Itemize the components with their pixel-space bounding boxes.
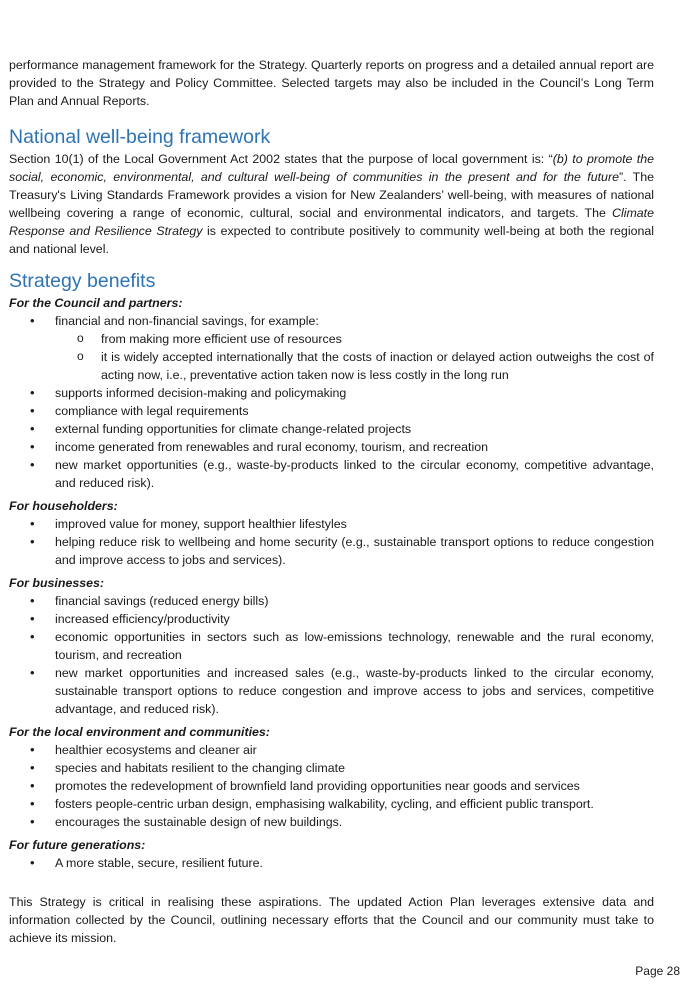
list-item: • income generated from renewables and rural economy, tourism, and recreation (9, 438, 654, 456)
list-item: • supports informed decision-making and policymaking (9, 384, 654, 402)
national-text-1: Section 10(1) of the Local Government Act 2002 states that the purpose of local government is: “ (9, 152, 553, 166)
environment-subheading: For the local environment and communities: (9, 725, 270, 739)
list-item: • external funding opportunities for climate change-related projects (9, 420, 654, 438)
act-quote: (b) to promote the social, economic, environmental, and cultural well-being of communities in the present and for the future (9, 152, 655, 184)
list-item: • A more stable, secure, resilient future. (9, 854, 654, 872)
householders-list (9, 515, 654, 569)
council-subheading: For the Council and partners: (9, 296, 183, 310)
intro-paragraph: performance management framework for the Strategy. Quarterly reports on progress and a detailed annual report are provided to the Strategy and Policy Committee. Selected targets may also be included in the Council’s Long Term Plan and Annual Reports. (9, 58, 654, 108)
list-item: • new market opportunities (e.g., waste-by-products linked to the circular economy, competitive advantage, and reduced risk). (9, 456, 654, 492)
list-item: • helping reduce risk to wellbeing and home security (e.g., sustainable transport options to reduce congestion and improve access to jobs and services). (9, 533, 654, 569)
list-item: • improved value for money, support healthier lifestyles (9, 515, 654, 533)
businesses-list (9, 592, 654, 718)
national-section (9, 125, 654, 258)
list-item: • new market opportunities and increased sales (e.g., waste-by-products linked to the circular economy, sustainable transport options to reduce congestion and improve access to jobs and services, competitive advantage, and reduced risk). (9, 664, 654, 718)
businesses-subheading: For businesses: (9, 576, 105, 590)
environment-list (9, 741, 654, 831)
future-list (9, 854, 654, 872)
list-item: • healthier ecosystems and cleaner air (9, 741, 654, 759)
list-item: • economic opportunities in sectors such as low-emissions technology, renewable and the rural economy, tourism, and recreation (9, 628, 654, 664)
list-item: • species and habitats resilient to the changing climate (9, 759, 654, 777)
national-heading: National well-being framework (9, 126, 271, 148)
list-item: • fosters people-centric urban design, emphasising walkability, cycling, and efficient public transport. (9, 795, 654, 813)
page-number: Page 28 (635, 964, 680, 978)
list-item: • increased efficiency/productivity (9, 610, 654, 628)
document-page (9, 56, 654, 947)
list-item: • promotes the redevelopment of brownfield land providing opportunities near goods and services (9, 777, 654, 795)
council-sublist (55, 330, 654, 384)
future-subheading: For future generations: (9, 838, 146, 852)
list-item: o it is widely accepted internationally that the costs of inaction or delayed action outweighs the cost of acting now, i.e., preventative action taken now is less costly in the long run (55, 348, 654, 384)
national-paragraph (9, 150, 654, 258)
list-item: • financial and non-financial savings, for example: o from making more efficient use of resources o it is widely accepted internationally that the costs of inaction or delayed action outweighs the cost of acting now, i.e., preventative action taken now is less costly in the long run (9, 312, 654, 384)
list-item: • financial savings (reduced energy bills) (9, 592, 654, 610)
benefits-heading: Strategy benefits (9, 270, 156, 292)
closing-paragraph: This Strategy is critical in realising these aspirations. The updated Action Plan leverages extensive data and information collected by the Council, outlining necessary efforts that the Council and our community must take to achieve its mission. (9, 895, 654, 945)
national-text-3: is expected to contribute positively to community well-being at both the regional and national level. (9, 224, 654, 256)
benefits-section (9, 269, 654, 872)
list-item: o from making more efficient use of resources (55, 330, 654, 348)
strategy-name: Climate Response and Resilience Strategy (9, 206, 654, 238)
list-item: • compliance with legal requirements (9, 402, 654, 420)
householders-subheading: For householders: (9, 499, 118, 513)
national-text-2: ”. The Treasury's Living Standards Framework provides a vision for New Zealanders’ well-being, with measures of national wellbeing covering a range of economic, cultural, social and environmental indicators, and targets. The (9, 170, 654, 220)
council-list (9, 312, 654, 492)
list-item: • encourages the sustainable design of new buildings. (9, 813, 654, 831)
